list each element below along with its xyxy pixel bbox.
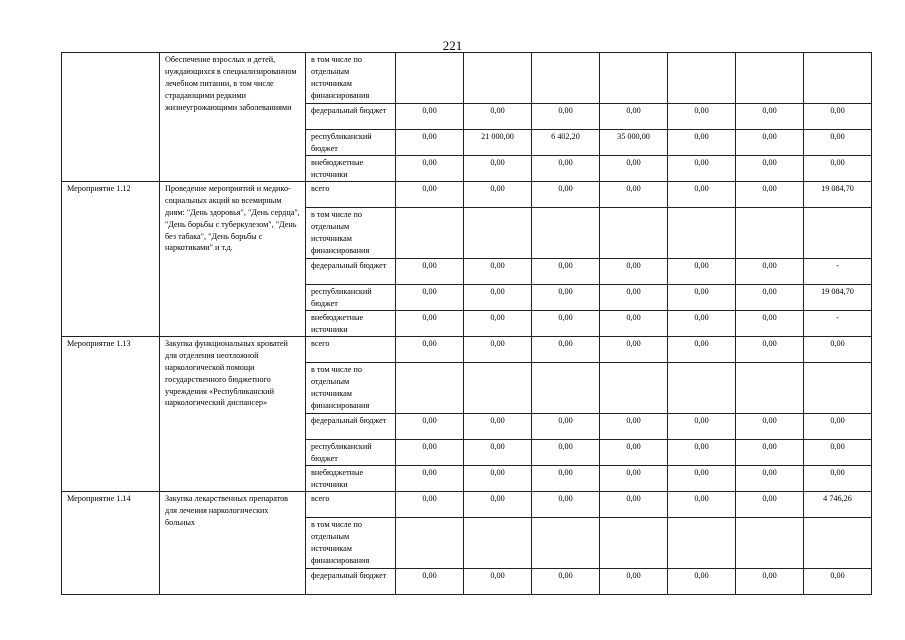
amount-cell: 0,00: [532, 414, 600, 440]
amount-cell: 0,00: [396, 156, 464, 182]
amount-cell: 0,00: [804, 466, 872, 492]
amount-cell: 0,00: [532, 104, 600, 130]
amount-cell: 0,00: [736, 259, 804, 285]
funding-table: [61, 52, 872, 595]
amount-cell: 0,00: [736, 414, 804, 440]
amount-cell: 0,00: [600, 414, 668, 440]
table-row: [62, 182, 872, 208]
amount-cell: 0,00: [668, 285, 736, 311]
event-description-cell: Закупка функциональных кроватей для отделения неотложной наркологической помощи государственного бюджетного учреждения «Республиканский наркологический диспансер»: [160, 337, 306, 492]
amount-cell: 0,00: [396, 285, 464, 311]
amount-cell: 0,00: [600, 492, 668, 518]
amount-cell: 0,00: [464, 440, 532, 466]
amount-cell: 0,00: [736, 337, 804, 363]
amount-cell: 0,00: [532, 466, 600, 492]
funding-source-cell: всего: [306, 182, 396, 208]
amount-cell: 0,00: [396, 440, 464, 466]
funding-source-cell: всего: [306, 492, 396, 518]
amount-cell: 0,00: [600, 311, 668, 337]
amount-cell: -: [804, 311, 872, 337]
amount-cell: [804, 53, 872, 104]
amount-cell: 0,00: [600, 182, 668, 208]
amount-cell: 0,00: [396, 569, 464, 595]
funding-source-cell: республиканский бюджет: [306, 285, 396, 311]
event-description-cell: Обеспечение взрослых и детей, нуждающихся в специализированном лечебном питании, в том числе страдающими редкими жизнеугрожающими заболеваниями: [160, 53, 306, 182]
amount-cell: [464, 518, 532, 569]
amount-cell: 0,00: [736, 569, 804, 595]
amount-cell: [804, 208, 872, 259]
amount-cell: [464, 208, 532, 259]
amount-cell: 0,00: [600, 337, 668, 363]
amount-cell: 0,00: [600, 440, 668, 466]
funding-source-cell: федеральный бюджет: [306, 569, 396, 595]
amount-cell: [396, 518, 464, 569]
amount-cell: [804, 363, 872, 414]
amount-cell: [600, 208, 668, 259]
amount-cell: 0,00: [668, 104, 736, 130]
amount-cell: 0,00: [464, 337, 532, 363]
amount-cell: 0,00: [668, 337, 736, 363]
amount-cell: 0,00: [804, 569, 872, 595]
amount-cell: 19 084,70: [804, 285, 872, 311]
amount-cell: [804, 518, 872, 569]
amount-cell: 0,00: [464, 259, 532, 285]
amount-cell: 0,00: [464, 569, 532, 595]
amount-cell: [532, 363, 600, 414]
amount-cell: 0,00: [668, 569, 736, 595]
amount-cell: [532, 518, 600, 569]
table-row: [62, 53, 872, 104]
amount-cell: 0,00: [600, 104, 668, 130]
amount-cell: 0,00: [600, 285, 668, 311]
funding-source-cell: федеральный бюджет: [306, 414, 396, 440]
amount-cell: 0,00: [736, 285, 804, 311]
amount-cell: 0,00: [804, 414, 872, 440]
amount-cell: 0,00: [736, 466, 804, 492]
funding-source-cell: республиканский бюджет: [306, 130, 396, 156]
amount-cell: 0,00: [736, 492, 804, 518]
funding-source-cell: в том числе по отдельным источникам финансирования: [306, 363, 396, 414]
amount-cell: 0,00: [600, 466, 668, 492]
page-number: 221: [442, 38, 463, 53]
event-description-cell: Закупка лекарственных препаратов для лечения наркологических больных: [160, 492, 306, 595]
amount-cell: 0,00: [736, 104, 804, 130]
amount-cell: 0,00: [804, 440, 872, 466]
event-name-cell: [62, 53, 160, 182]
amount-cell: 0,00: [532, 285, 600, 311]
amount-cell: 21 000,00: [464, 130, 532, 156]
amount-cell: 19 084,70: [804, 182, 872, 208]
amount-cell: [736, 53, 804, 104]
amount-cell: 0,00: [464, 311, 532, 337]
amount-cell: 0,00: [396, 259, 464, 285]
event-description-cell: Проведение мероприятий и медико-социальных акций ко всемирным дням: "День здоровья", "День сердца", "День борьбы с туберкулезом", "День без табака", "День борьбы с наркотиками" и т.д.: [160, 182, 306, 337]
amount-cell: [668, 518, 736, 569]
amount-cell: [532, 208, 600, 259]
amount-cell: 0,00: [532, 259, 600, 285]
amount-cell: 0,00: [532, 337, 600, 363]
amount-cell: [736, 208, 804, 259]
amount-cell: 0,00: [532, 569, 600, 595]
amount-cell: 0,00: [396, 104, 464, 130]
amount-cell: 0,00: [736, 130, 804, 156]
amount-cell: 0,00: [668, 311, 736, 337]
amount-cell: 0,00: [532, 492, 600, 518]
amount-cell: 0,00: [736, 311, 804, 337]
amount-cell: 0,00: [736, 440, 804, 466]
amount-cell: [736, 518, 804, 569]
amount-cell: 0,00: [396, 337, 464, 363]
funding-source-cell: в том числе по отдельным источникам финансирования: [306, 53, 396, 104]
funding-source-cell: всего: [306, 337, 396, 363]
amount-cell: [532, 53, 600, 104]
amount-cell: 35 000,00: [600, 130, 668, 156]
amount-cell: 0,00: [736, 156, 804, 182]
amount-cell: 0,00: [668, 182, 736, 208]
amount-cell: 0,00: [600, 156, 668, 182]
amount-cell: 0,00: [804, 337, 872, 363]
amount-cell: [396, 363, 464, 414]
amount-cell: 0,00: [804, 156, 872, 182]
amount-cell: -: [804, 259, 872, 285]
amount-cell: [464, 53, 532, 104]
amount-cell: 0,00: [668, 130, 736, 156]
funding-source-cell: республиканский бюджет: [306, 440, 396, 466]
amount-cell: [668, 53, 736, 104]
funding-source-cell: в том числе по отдельным источникам финансирования: [306, 518, 396, 569]
amount-cell: [396, 208, 464, 259]
table-row: [62, 337, 872, 363]
amount-cell: 0,00: [396, 182, 464, 208]
amount-cell: 4 746,26: [804, 492, 872, 518]
amount-cell: [600, 363, 668, 414]
amount-cell: 0,00: [668, 156, 736, 182]
amount-cell: 0,00: [532, 311, 600, 337]
amount-cell: 0,00: [396, 414, 464, 440]
amount-cell: 0,00: [464, 104, 532, 130]
amount-cell: 0,00: [804, 130, 872, 156]
funding-source-cell: федеральный бюджет: [306, 104, 396, 130]
amount-cell: 0,00: [396, 492, 464, 518]
amount-cell: 0,00: [464, 182, 532, 208]
amount-cell: 0,00: [464, 156, 532, 182]
amount-cell: 0,00: [668, 466, 736, 492]
amount-cell: 0,00: [532, 182, 600, 208]
amount-cell: [396, 53, 464, 104]
funding-source-cell: внебюджетные источники: [306, 466, 396, 492]
amount-cell: 0,00: [532, 440, 600, 466]
funding-source-cell: внебюджетные источники: [306, 156, 396, 182]
amount-cell: 0,00: [464, 285, 532, 311]
event-name-cell: Мероприятие 1.13: [62, 337, 160, 492]
amount-cell: [736, 363, 804, 414]
event-name-cell: Мероприятие 1.12: [62, 182, 160, 337]
amount-cell: 0,00: [464, 492, 532, 518]
amount-cell: 0,00: [668, 440, 736, 466]
amount-cell: 6 402,20: [532, 130, 600, 156]
funding-source-cell: внебюджетные источники: [306, 311, 396, 337]
amount-cell: [600, 518, 668, 569]
amount-cell: [668, 363, 736, 414]
amount-cell: 0,00: [600, 259, 668, 285]
amount-cell: 0,00: [464, 414, 532, 440]
amount-cell: 0,00: [736, 182, 804, 208]
funding-source-cell: в том числе по отдельным источникам финансирования: [306, 208, 396, 259]
amount-cell: 0,00: [668, 414, 736, 440]
amount-cell: [464, 363, 532, 414]
amount-cell: 0,00: [804, 104, 872, 130]
amount-cell: 0,00: [532, 156, 600, 182]
event-name-cell: Мероприятие 1.14: [62, 492, 160, 595]
amount-cell: [668, 208, 736, 259]
amount-cell: 0,00: [396, 466, 464, 492]
amount-cell: 0,00: [600, 569, 668, 595]
amount-cell: 0,00: [396, 130, 464, 156]
amount-cell: 0,00: [668, 492, 736, 518]
funding-source-cell: федеральный бюджет: [306, 259, 396, 285]
amount-cell: 0,00: [464, 466, 532, 492]
amount-cell: [600, 53, 668, 104]
amount-cell: 0,00: [396, 311, 464, 337]
amount-cell: 0,00: [668, 259, 736, 285]
table-row: [62, 492, 872, 518]
